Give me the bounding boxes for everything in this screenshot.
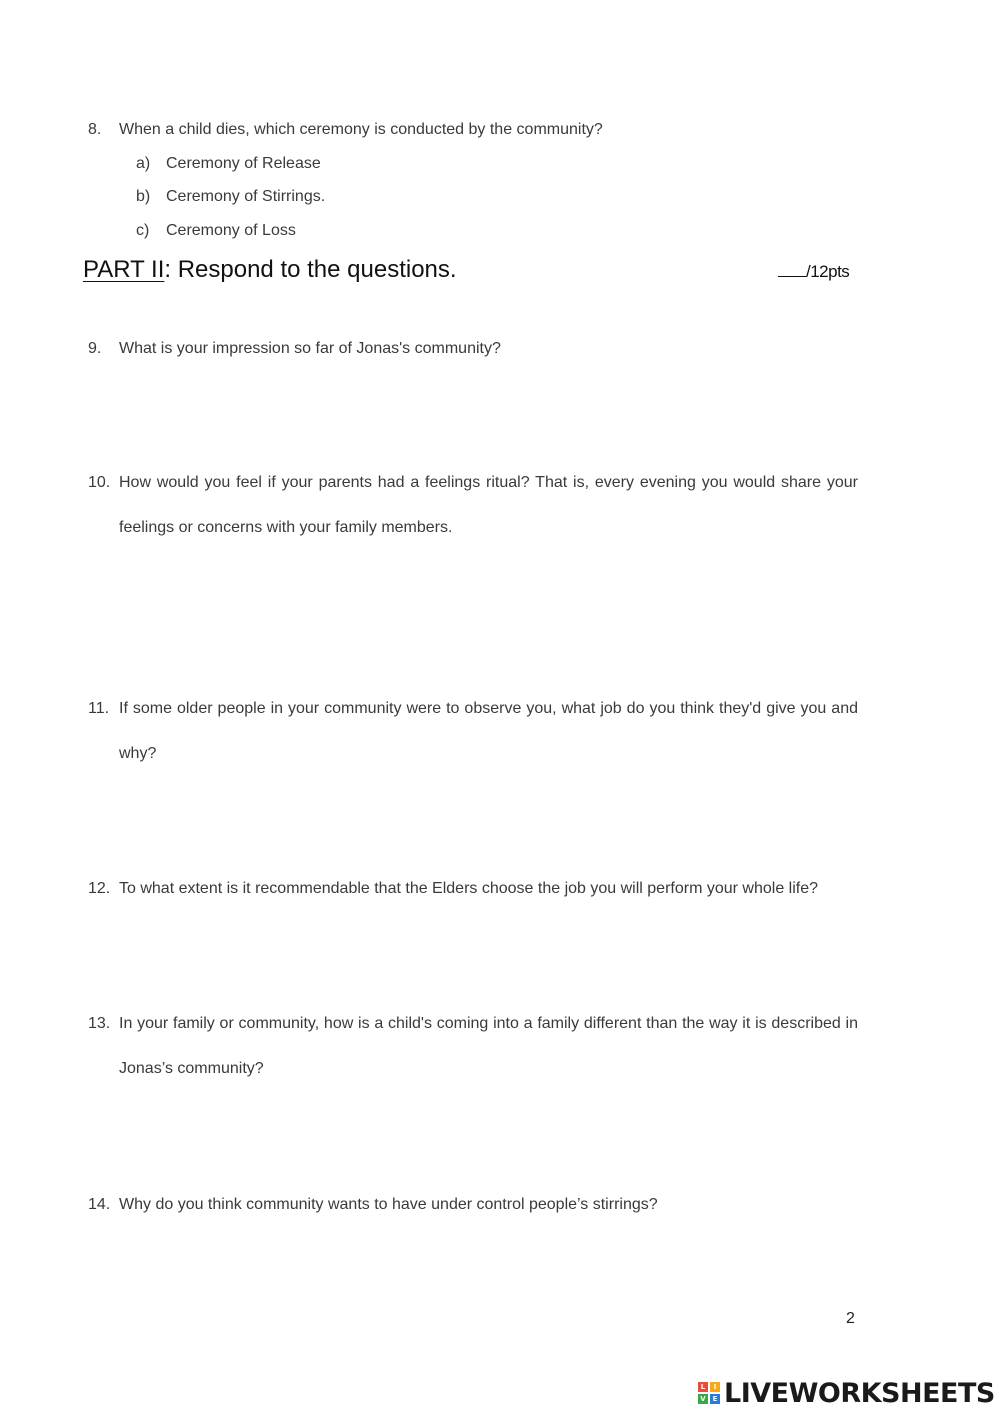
question-10 [88,460,858,550]
question-text: How would you feel if your parents had a feelings ritual? That is, every evening you would share your feelings or concerns with your family members. [119,474,858,536]
question-text: To what extent is it recommendable that the Elders choose the job you will perform your whole life? [119,880,819,897]
logo-tile: E [710,1394,720,1404]
question-8 [88,107,858,152]
option-letter: a) [136,155,151,172]
option-text: Ceremony of Release [166,155,321,172]
question-text: What is your impression so far of Jonas's community? [119,340,501,357]
question-14 [88,1182,858,1227]
option-a[interactable] [136,154,321,174]
score-blank [778,262,806,277]
points-field [778,262,849,282]
question-12 [88,866,858,911]
question-11 [88,686,858,776]
question-text: When a child dies, which ceremony is conducted by the community? [119,121,603,138]
points-label: /12pts [806,262,850,281]
page-number: 2 [846,1310,855,1327]
logo-tile: V [698,1394,708,1404]
question-text: In your family or community, how is a child's coming into a family different than the way it is described in Jonas’s community? [119,1015,858,1077]
logo-tile: L [698,1382,708,1392]
question-9 [88,326,858,371]
question-number: 13. [88,1015,111,1032]
option-letter: c) [136,222,150,239]
logo-wordmark: LIVEWORKSHEETS [724,1377,995,1409]
option-text: Ceremony of Stirrings. [166,188,326,205]
logo-tile: I [710,1382,720,1392]
part-label: PART II [83,256,165,283]
option-b[interactable] [136,187,325,207]
part-heading [83,256,457,284]
logo-tiles-icon [698,1382,720,1404]
question-number: 10. [88,474,111,491]
question-number: 9. [88,340,102,357]
question-text: Why do you think community wants to have under control people’s stirrings? [119,1196,658,1213]
question-number: 12. [88,880,111,897]
question-number: 14. [88,1196,111,1213]
part-instruction: : Respond to the questions. [164,256,457,283]
question-13 [88,1001,858,1091]
option-letter: b) [136,188,151,205]
liveworksheets-logo [698,1376,995,1410]
question-text: If some older people in your community were to observe you, what job do you think they'd give you and why? [119,700,858,762]
question-number: 11. [88,700,110,717]
question-number: 8. [88,121,102,138]
option-text: Ceremony of Loss [166,222,296,239]
option-c[interactable] [136,221,296,241]
